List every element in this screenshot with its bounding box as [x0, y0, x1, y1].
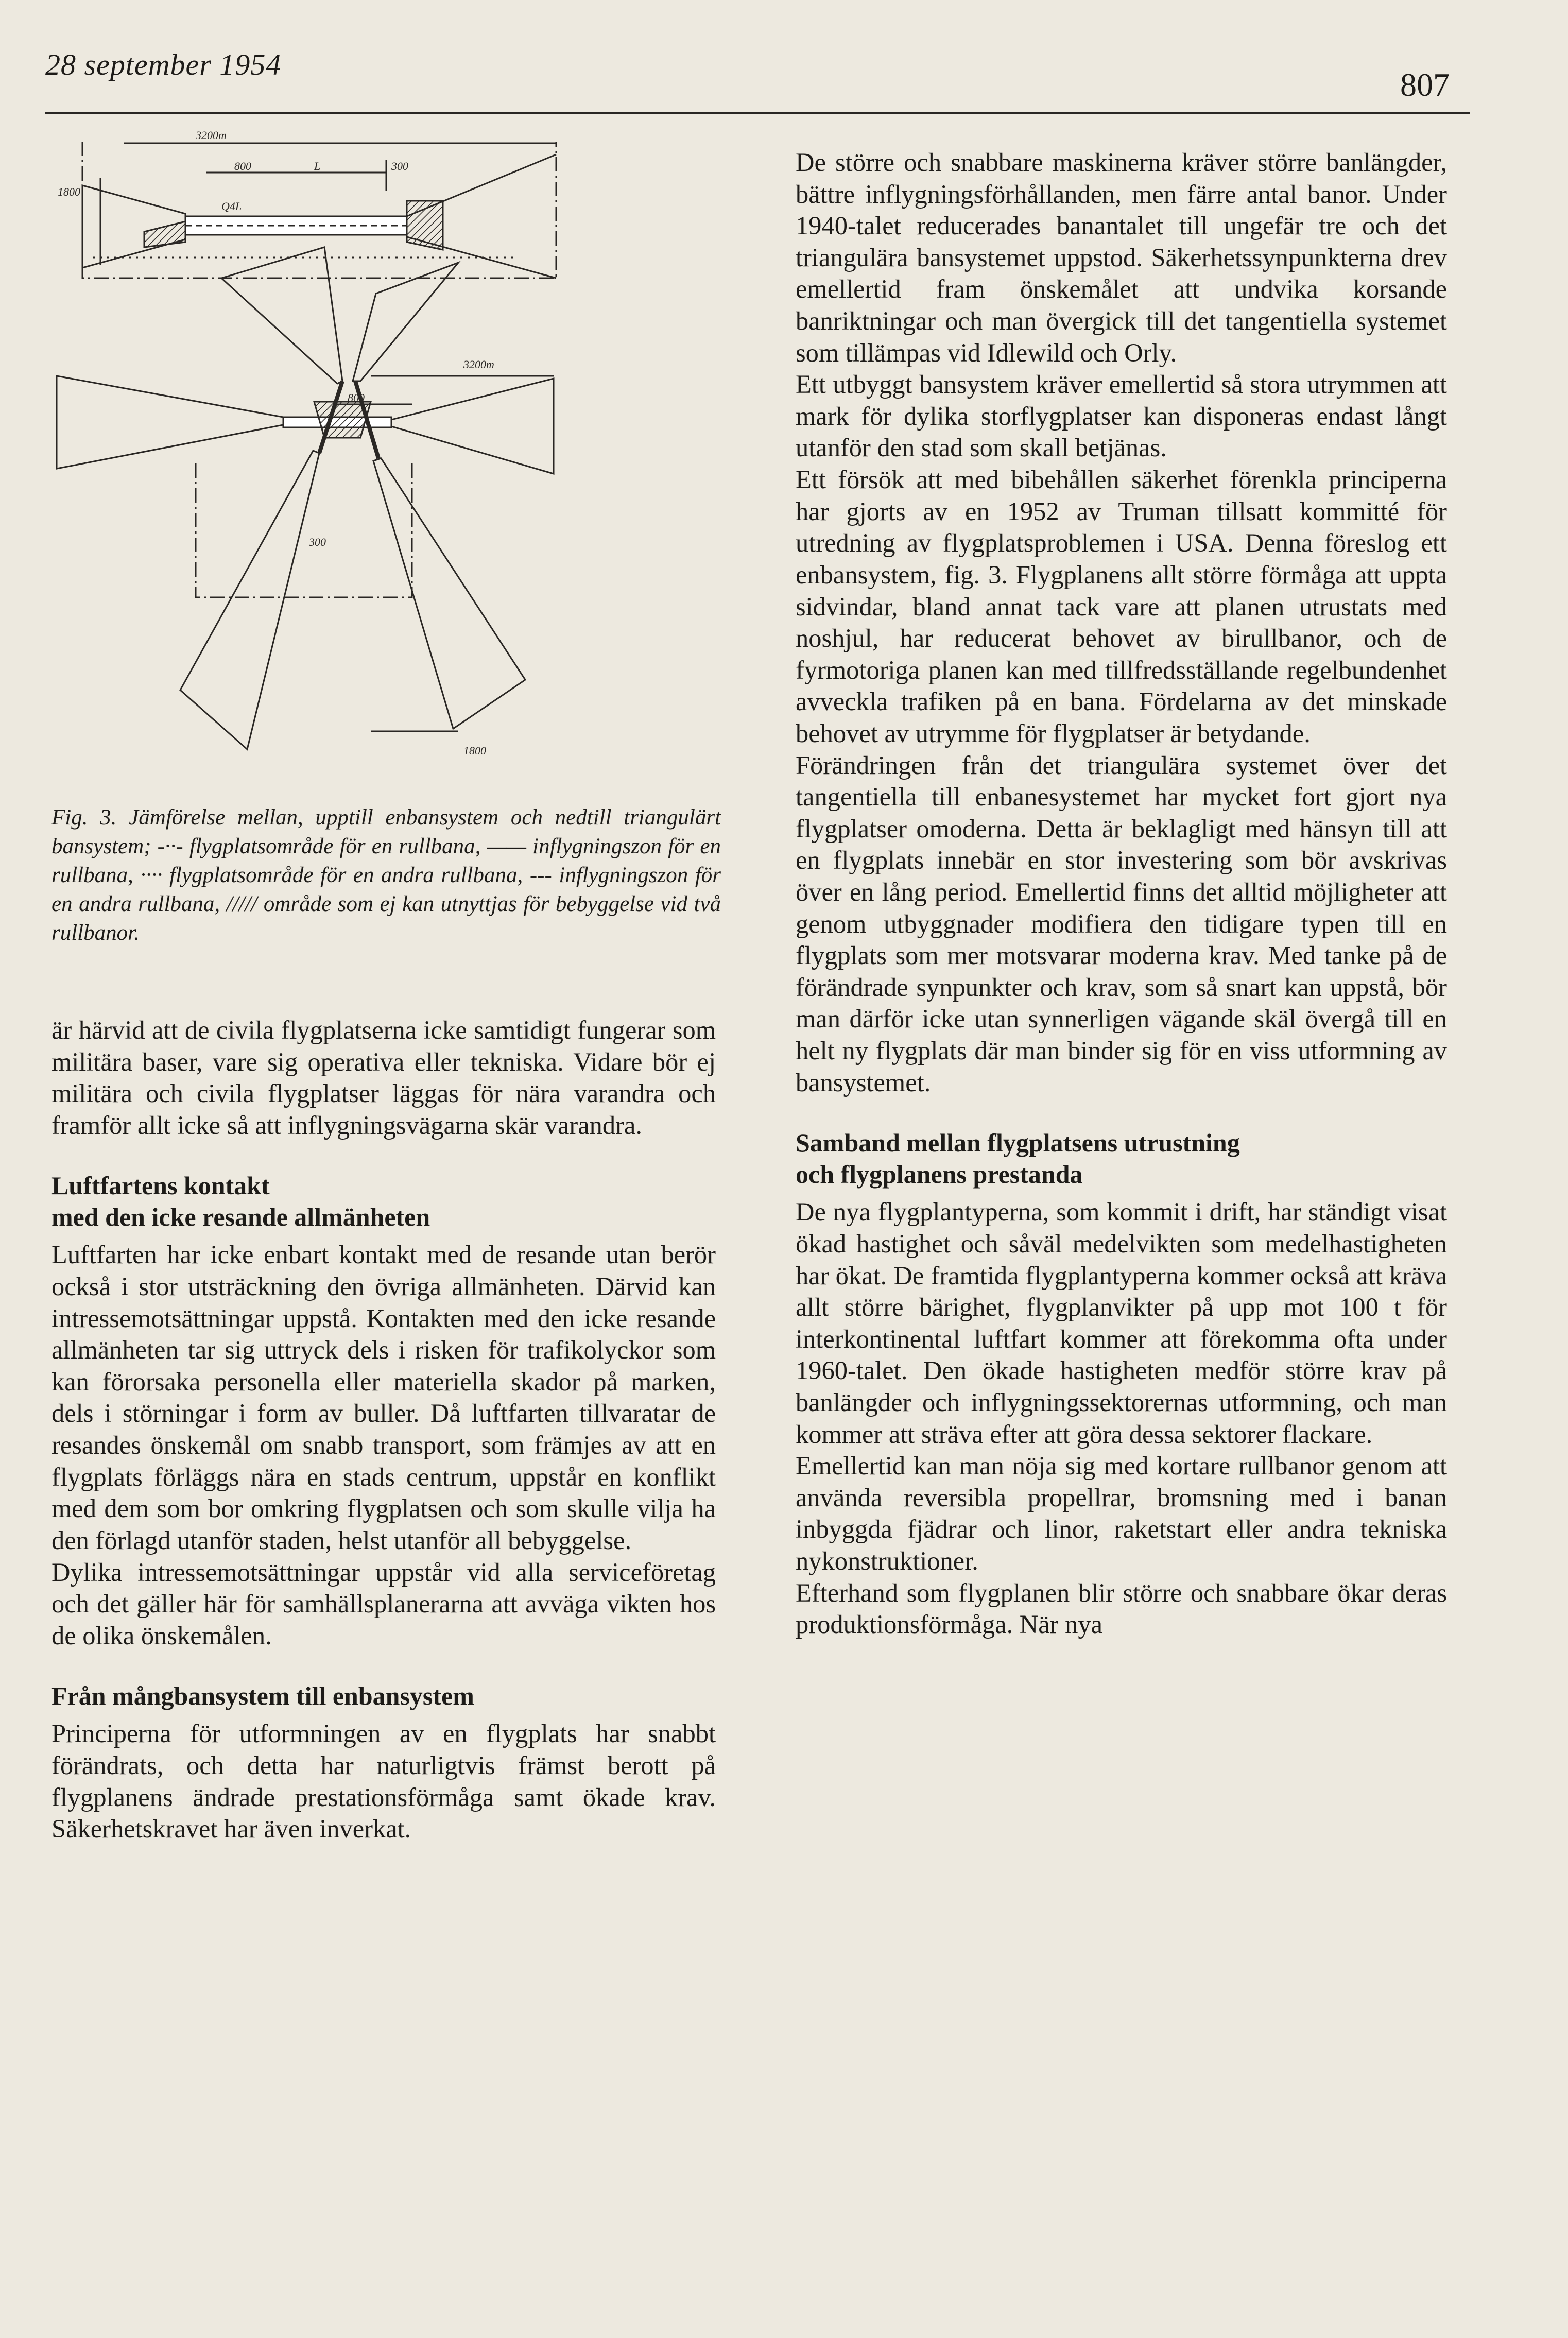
tri-left-funnel [57, 376, 283, 469]
left-column [51, 1015, 716, 1845]
figure-caption: Fig. 3. Jämförelse mellan, upptill enbansystem och nedtill triangulärt bansystem; -··- flygplatsområde för en rullbana, —— inflygningszon för en rullbana, ···· flygplatsområde för en andra rullbana, --- inflygningszon för en andra rullbana, ///// område som ej kan utnyttjas för bebyggelse vid två rullbanor. [51, 805, 721, 945]
right-column [796, 147, 1447, 1641]
figure-svg [51, 124, 731, 793]
runway-comparison-figure [51, 124, 731, 793]
tri-lower-left-funnel [180, 451, 319, 749]
label-top-1800: 1800 [58, 185, 80, 198]
label-top-300: 300 [391, 160, 408, 173]
right-paragraph-7: Efterhand som flygplanen blir större och snabbare ökar deras produktionsförmåga. När nya [796, 1578, 1447, 1639]
right-paragraph-6: Emellertid kan man nöja sig med kortare rullbanor genom att använda reversibla propellrar, bromsning med i banan inbyggda fjädrar och linor, raketstart eller andra tekniska nykonstruktioner. [796, 1451, 1447, 1575]
heading-line-2: med den icke resande allmänheten [51, 1202, 430, 1232]
label-tri-800: 800 [348, 391, 365, 404]
label-top-800: 800 [234, 160, 251, 173]
tri-upper-left-funnel [221, 247, 342, 384]
heading-samband [796, 1127, 1447, 1190]
label-top-q4l: Q4L [221, 200, 242, 213]
right-paragraph-3: Ett försök att med bibehållen säkerhet förenkla principerna har gjorts av en 1952 av Truman tillsatt kommitté för utredning av flygplatsproblemen i USA. Denna föreslog ett enbansystem, fig. 3. Flygplanens allt större förmåga att uppta sidvindar, bland annat tack vare att planen utrustats med noshjul, har reducerat behovet av birullbanor, och de fyrmotoriga planen kan med tillfredsställande regelbundenhet avveckla trafiken på en bana. Fördelarna av det minskade behovet av utrymme för flygplatser är betydande. [796, 465, 1447, 748]
heading-samband-line-2: och flygplanens prestanda [796, 1160, 1083, 1189]
label-tri-300: 300 [309, 536, 326, 548]
label-top-width: 3200m [196, 129, 227, 142]
header-rule [45, 112, 1470, 114]
top-hatch-right [407, 201, 443, 250]
tri-center-hatch [314, 402, 371, 438]
left-paragraph-3: Dylika intressemotsättningar uppstår vid alla serviceföretag och det gäller här för samhällsplanerarna att avväga vikten hos de olika önskemålen. [51, 1557, 716, 1650]
heading-luftfartens-kontakt [51, 1170, 716, 1233]
single-runway-diagram [58, 129, 556, 278]
right-paragraph-5: De nya flygplantyperna, som kommit i drift, har ständigt visat ökad hastighet och såväl medelvikten som medelhastigheten har ökat. De framtida flygplantyperna kommer också att kräva allt större bärighet, flygplanvikter på upp mot 100 t för interkontinental luftfart kommer att förekomma ofta under 1960-talet. Den ökade hastigheten medför större krav på banlängder och inflygningssektorernas utformning, och man kommer att sträva efter att göra dessa sektorer flackare. [796, 1197, 1447, 1449]
tri-upper-right-funnel [353, 263, 458, 381]
right-paragraph-2: Ett utbyggt bansystem kräver emellertid så stora utrymmen att mark för dylika storflygplatser kan disponeras endast långt utanför den stad som skall betjänas. [796, 370, 1447, 462]
right-paragraph-4: Förändringen från det triangulära systemet över det tangentiella till enbanesystemet har mycket fort gjort nya flygplatser omoderna. Detta är beklagligt med hänsyn till att en flygplats innebär en stor investering som bör avskrivas över en lång period. Emellertid finns det alltid möjligheter att genom utbyggnader modifiera den tidigare typen till en flygplats som mer motsvarar moderna krav. Med tanke på de förändrade synpunkter och krav, som så snart kan uppstå, bör man därför icke utan synnerligen vägande skäl övergå till en helt ny flygplats där man binder sig för en viss utformning av bansystemet. [796, 750, 1447, 1097]
page-number: 807 [1400, 66, 1450, 103]
triangular-runway-diagram [57, 247, 554, 757]
label-tri-1800: 1800 [463, 744, 486, 757]
top-hatch-left [144, 221, 185, 247]
label-tri-3200: 3200m [463, 358, 494, 371]
header-date: 28 september 1954 [45, 48, 282, 81]
left-paragraph-4: Principerna för utformningen av en flygplats har snabbt förändrats, och detta har naturligtvis främst berott på flygplanens ändrade prestationsförmåga samt ökade krav. Säkerhetskravet har även inverkat. [51, 1719, 716, 1844]
tri-lower-right-funnel [373, 458, 525, 729]
heading-samband-line-1: Samband mellan flygplatsens utrustning [796, 1128, 1240, 1158]
heading-mangbansystem: Från mångbansystem till enbansystem [51, 1681, 474, 1711]
heading-line-1: Luftfartens kontakt [51, 1171, 270, 1200]
tri-right-funnel [391, 379, 554, 474]
left-paragraph-2: Luftfarten har icke enbart kontakt med de resande utan berör också i stor utsträckning den övriga allmänheten. Därvid kan intressemotsättningar uppstå. Kontakten med den icke resande allmänheten tar sig uttryck dels i risken för trafikolyckor som kan förorsaka personella eller materiella skador på marken, dels i störningar i form av buller. Då luftfarten tillvaratar de resandes önskemål om snabb transport, som främjes av att en flygplats förläggs nära en stads centrum, uppstår en konflikt med dem som bor omkring flygplatsen och som skulle vilja ha den förlagd utanför staden, helst utanför all bebyggelse. [51, 1240, 716, 1555]
left-paragraph-1: är härvid att de civila flygplatserna icke samtidigt fungerar som militära baser, vare sig operativa eller tekniska. Vidare bör ej militära och civila flygplatser läggas för nära varandra och framför allt icke så att inflygningsvägarna skär varandra. [51, 1016, 716, 1140]
label-top-L: L [314, 160, 321, 173]
right-paragraph-1: De större och snabbare maskinerna kräver större banlängder, bättre inflygningsförhållanden, men färre antal banor. Under 1940-talet reducerades banantalet till ungefär tre och det triangulära bansystemet uppstod. Säkerhetssynpunkterna drev emellertid fram önskemålet att undvika korsande banriktningar och man övergick till det tangentiella systemet som tillämpas vid Idlewild och Orly. [796, 148, 1447, 367]
